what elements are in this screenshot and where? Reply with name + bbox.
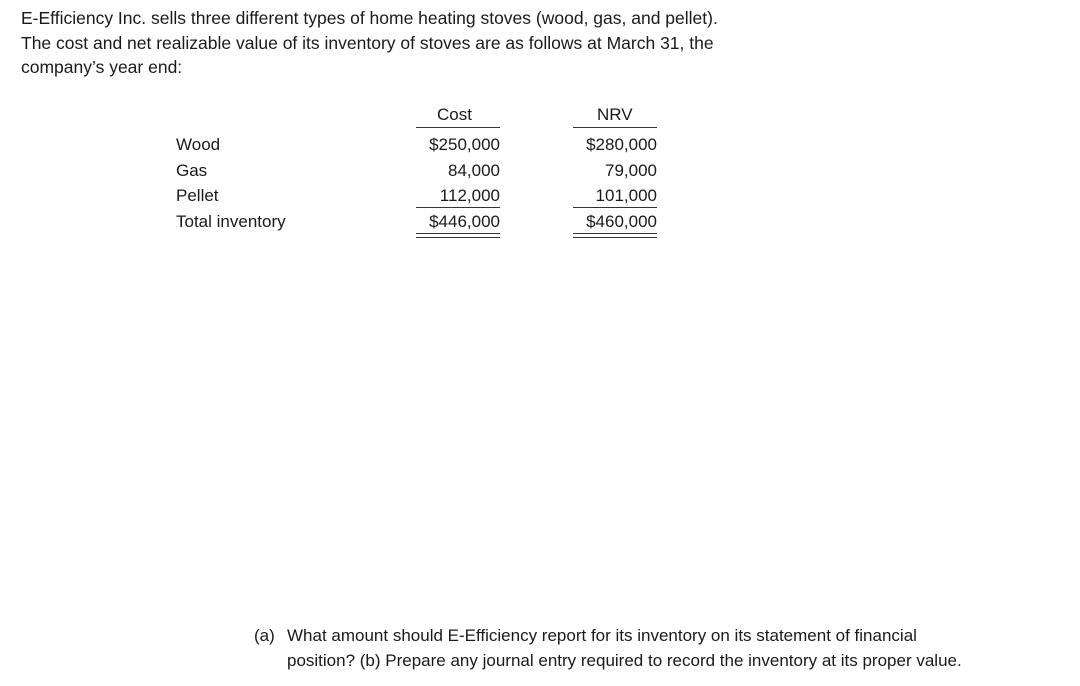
cost-total: $446,000 (429, 212, 500, 231)
header-underline-nrv (573, 127, 657, 128)
row-label-total: Total inventory (176, 212, 286, 231)
subtotal-rule-nrv (573, 207, 657, 208)
question-text (287, 624, 1074, 673)
question-line-2: position? (b) Prepare any journal entry required to record the inventory at its proper value. (287, 650, 962, 670)
question-letter: (a) (254, 626, 275, 645)
row-label-gas: Gas (176, 161, 208, 180)
cost-wood: $250,000 (429, 135, 500, 154)
question-line-1: What amount should E-Efficiency report for its inventory on its statement of financial (287, 626, 917, 645)
header-underline-cost (416, 127, 500, 128)
nrv-pellet: 101,000 (595, 186, 657, 205)
total-double-rule-cost (416, 233, 500, 238)
column-header-cost: Cost (437, 105, 472, 124)
nrv-gas: 79,000 (605, 161, 657, 180)
inventory-table (0, 0, 1080, 260)
column-header-nrv: NRV (597, 105, 633, 124)
cost-gas: 84,000 (448, 161, 500, 180)
subtotal-rule-cost (416, 207, 500, 208)
nrv-total: $460,000 (586, 212, 657, 231)
intro-line-2: The cost and net realizable value of its inventory of stoves are as follows at March 31, the (21, 32, 714, 53)
nrv-wood: $280,000 (586, 135, 657, 154)
question-block (254, 624, 1074, 673)
total-double-rule-nrv (573, 233, 657, 238)
intro-line-1: E-Efficiency Inc. sells three different types of home heating stoves (wood, gas, and pellet). (21, 8, 718, 28)
cost-pellet: 112,000 (439, 186, 500, 205)
row-label-wood: Wood (176, 135, 221, 154)
row-label-pellet: Pellet (176, 186, 219, 205)
intro-line-3: company’s year end: (21, 57, 183, 77)
